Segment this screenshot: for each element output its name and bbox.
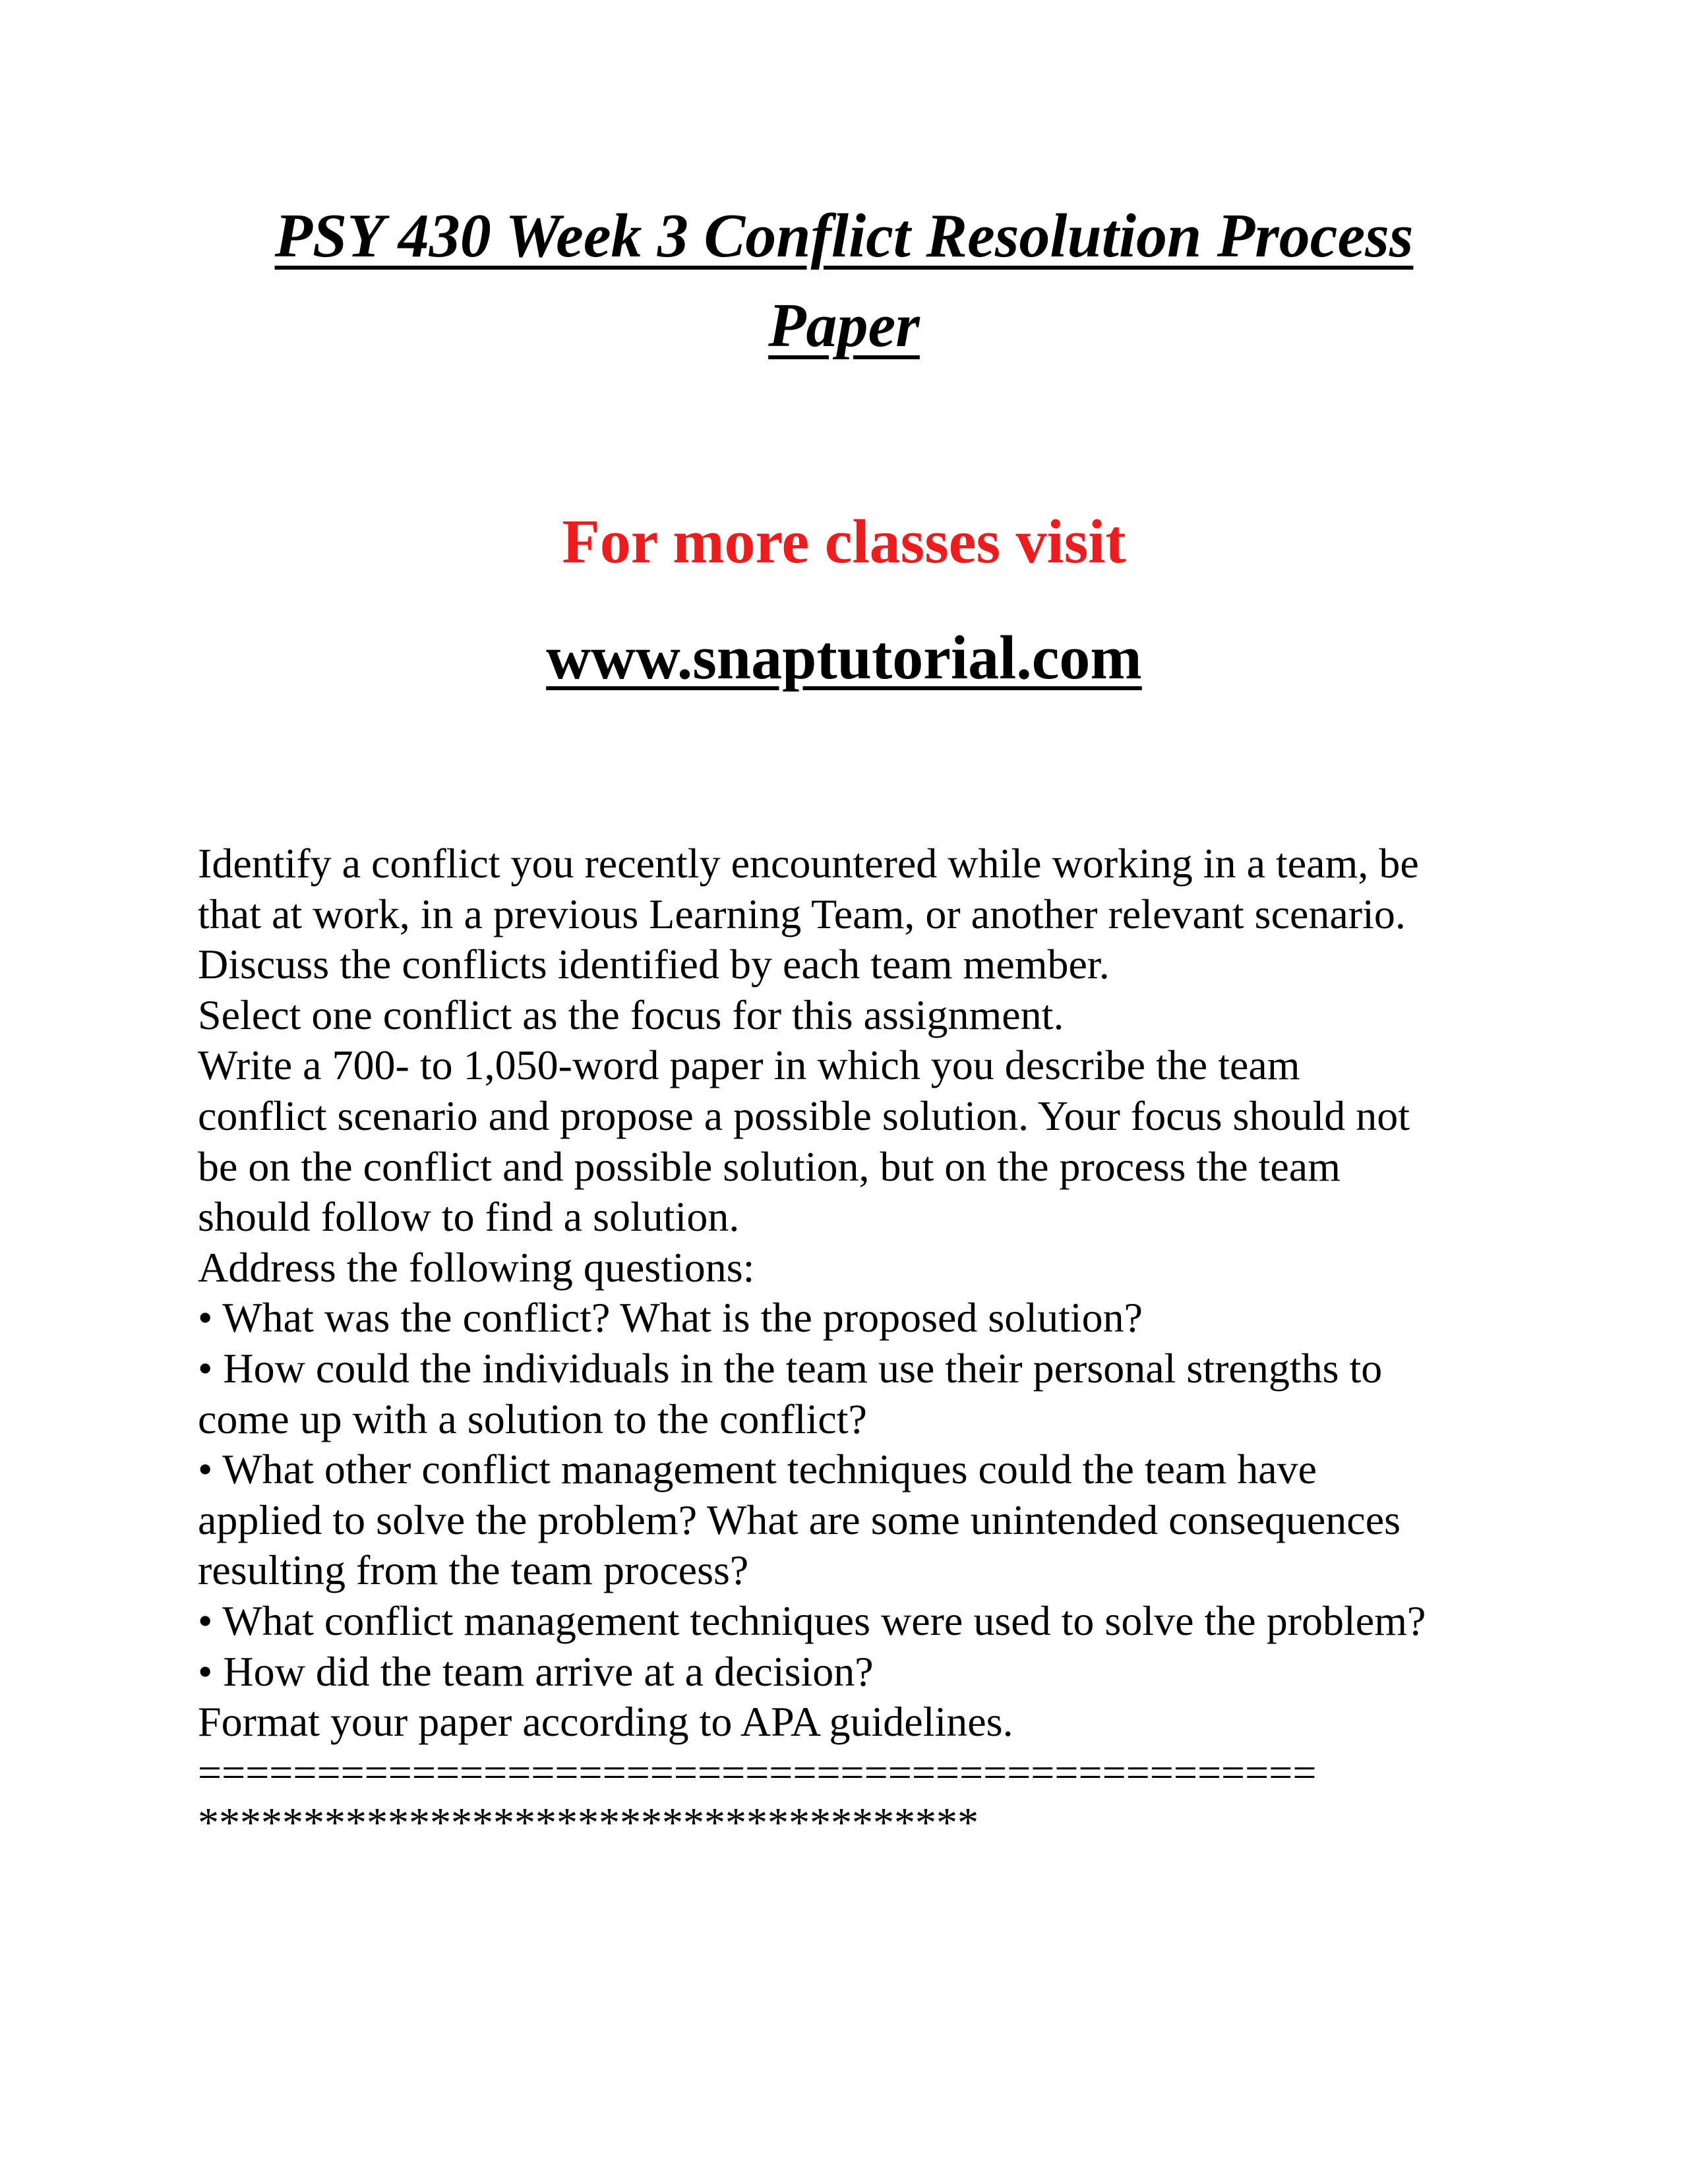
body-line: Format your paper according to APA guidelines.	[198, 1698, 1013, 1746]
body-line: should follow to find a solution.	[198, 1193, 740, 1241]
body-line: be on the conflict and possible solution, but on the process the team	[198, 1142, 1341, 1190]
body-line: come up with a solution to the conflict?	[198, 1395, 867, 1442]
body-line: that at work, in a previous Learning Team, or another relevant scenario.	[198, 890, 1406, 937]
body-line: Identify a conflict you recently encountered while working in a team, be	[198, 840, 1419, 887]
body-line: • What other conflict management techniques could the team have	[198, 1446, 1317, 1493]
body-line: • What conflict management techniques were used to solve the problem?	[198, 1597, 1426, 1644]
body-line: ===============================================	[198, 1748, 1317, 1796]
body-line: resulting from the team process?	[198, 1547, 749, 1594]
body-line: Address the following questions:	[198, 1243, 755, 1291]
title-line-2: Paper	[768, 291, 920, 360]
body-line: *************************************	[198, 1799, 979, 1846]
body-line: applied to solve the problem? What are some unintended consequences	[198, 1496, 1401, 1543]
body-line: Write a 700- to 1,050-word paper in which you describe the team	[198, 1042, 1300, 1089]
title-line-1: PSY 430 Week 3 Conflict Resolution Process	[274, 202, 1414, 270]
body-line: • What was the conflict? What is the proposed solution?	[198, 1294, 1143, 1342]
body-line: Select one conflict as the focus for this assignment.	[198, 991, 1064, 1038]
body-line: conflict scenario and propose a possible solution. Your focus should not	[198, 1092, 1410, 1139]
website-link[interactable]: www.snaptutorial.com	[546, 624, 1142, 692]
body-line: • How could the individuals in the team use their personal strengths to	[198, 1344, 1383, 1392]
assignment-description	[198, 839, 1517, 1848]
document-title	[198, 191, 1490, 370]
body-line: Discuss the conflicts identified by each team member.	[198, 941, 1110, 988]
body-line: • How did the team arrive at a decision?	[198, 1647, 874, 1695]
promo-text: For more classes visit	[562, 508, 1126, 576]
